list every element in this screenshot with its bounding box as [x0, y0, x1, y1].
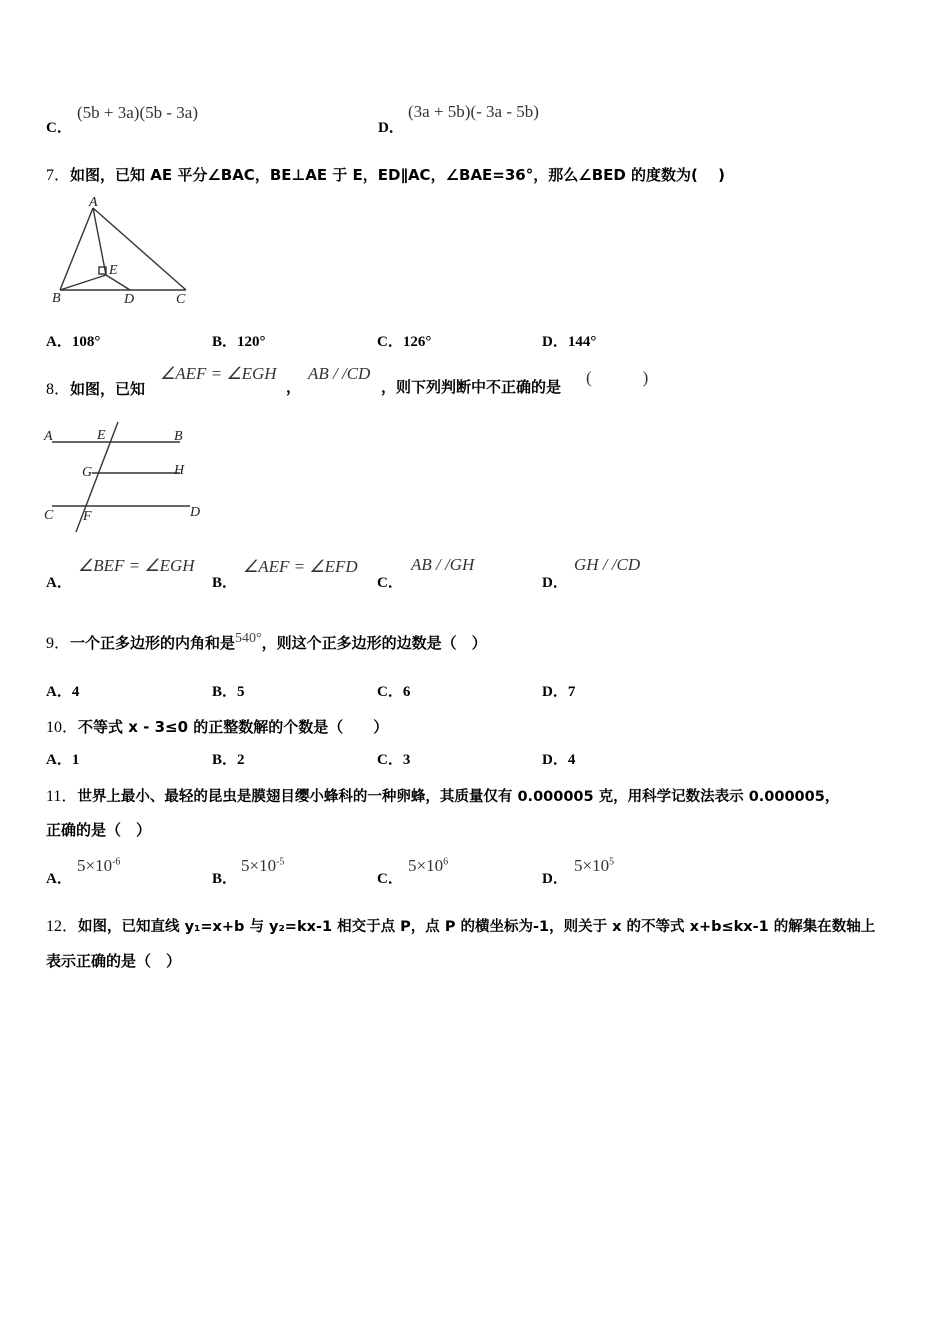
q8-stem-start: 8．如图，已知: [46, 380, 146, 398]
q7-label-e: E: [109, 263, 118, 278]
q8-option-d-value: GH / /CD: [574, 555, 641, 574]
q8-separator: ，: [286, 378, 302, 396]
q7-label-c: C: [176, 292, 186, 307]
q6-option-c-label: C．: [46, 120, 72, 136]
q11-stem-line1: 11．世界上最小、最轻的昆虫是膜翅目缨小蜂科的一种卵蜂，其质量仅有 0.000005 克，用科学记数法表示 0.000005，: [46, 788, 840, 805]
q8-figure: [40, 418, 210, 538]
q8-label-g: G: [82, 465, 93, 480]
q7-stem: [46, 162, 725, 185]
q8-label-c: C: [44, 508, 54, 523]
q10-option-c: C．3: [377, 752, 411, 768]
q7-option-b: B．120°: [212, 334, 266, 350]
q11-option-c-label: C．: [377, 871, 403, 887]
q8-option-a-label: A．: [46, 575, 72, 591]
q9-angle: 540°: [235, 631, 262, 646]
q7-figure: [48, 194, 198, 308]
q8-option-c-value: AB / /GH: [411, 555, 475, 574]
q9-number: 9．: [46, 635, 71, 652]
q8-label-a: A: [44, 429, 53, 444]
q10-option-d: D．4: [542, 752, 576, 768]
q6-option-d-expr: (3a + 5b)(- 3a - 5b): [408, 102, 539, 121]
q9-option-c: C．6: [377, 684, 411, 700]
q7-number: 7．: [46, 167, 71, 184]
q8-stem-end: ，则下列判断中不正确的是: [381, 378, 562, 396]
q11-number: 11．: [46, 788, 78, 805]
q11-option-a-label: A．: [46, 871, 72, 887]
q8-option-b-value: ∠AEF = ∠EFD: [243, 557, 358, 576]
q8-option-d-label: D．: [542, 575, 568, 591]
q8-option-c-label: C．: [377, 575, 403, 591]
q11-option-d-value: $5\times 10^5$: [574, 856, 615, 875]
q11-option-b-value: $5\times 10^{-5}$: [241, 856, 285, 875]
q7-option-a: A．108°: [46, 334, 101, 350]
q7-label-d: D: [124, 292, 135, 307]
q11-option-d-label: D．: [542, 871, 568, 887]
q11-option-a-value: $5\times 10^{-6}$: [77, 856, 121, 875]
q6-option-d-label: D．: [378, 120, 404, 136]
q10-option-a: A．1: [46, 752, 80, 768]
q7-label-b: B: [52, 291, 61, 306]
q12-stem-line2: 表示正确的是（ ）: [46, 952, 182, 970]
q11-option-b-label: B．: [212, 871, 238, 887]
q11-option-c-value: $5\times 10^6$: [408, 856, 449, 875]
q10-stem: 10．不等式 x - 3≤0 的正整数解的个数是（ ）: [46, 718, 389, 736]
q9-option-b: B．5: [212, 684, 245, 700]
q10-number: 10．: [46, 719, 79, 736]
q12-number: 12．: [46, 918, 79, 935]
q10-option-b: B．2: [212, 752, 245, 768]
q9-option-a: A．4: [46, 684, 80, 700]
q8-label-f: F: [83, 509, 92, 524]
q8-condition-2: AB / /CD: [308, 364, 371, 383]
q7-option-c: C．126°: [377, 334, 432, 350]
q11-stem-line2: 正确的是（ ）: [46, 821, 152, 839]
q7-option-d: D．144°: [542, 334, 597, 350]
q8-paren: ( ): [586, 368, 649, 387]
q8-label-h: H: [174, 463, 185, 478]
q8-number: 8．: [46, 381, 71, 398]
q8-option-b-label: B．: [212, 575, 238, 591]
q8-option-a-value: ∠BEF = ∠EGH: [78, 556, 195, 575]
q7-label-a: A: [89, 195, 98, 210]
q9-option-d: D．7: [542, 684, 576, 700]
q6-option-c-expr: (5b + 3a)(5b - 3a): [77, 103, 198, 122]
q8-condition-1: ∠AEF = ∠EGH: [160, 364, 277, 383]
q12-stem-line1: 12．如图，已知直线 y₁=x+b 与 y₂=kx-1 相交于点 P，点 P 的横坐标为-1，则关于 x 的不等式 x+b≤kx-1 的解集在数轴上: [46, 918, 876, 935]
q8-label-d: D: [190, 505, 201, 520]
q8-label-b: B: [174, 429, 183, 444]
q7-text: 如图，已知 AE 平分∠BAC，BE⊥AE 于 E，ED∥AC，∠BAE=36°，那么∠BED 的度数为( ): [70, 166, 725, 184]
q8-label-e: E: [97, 428, 106, 443]
q9-stem: 9．一个正多边形的内角和是540°，则这个正多边形的边数是（ ）: [46, 631, 487, 652]
